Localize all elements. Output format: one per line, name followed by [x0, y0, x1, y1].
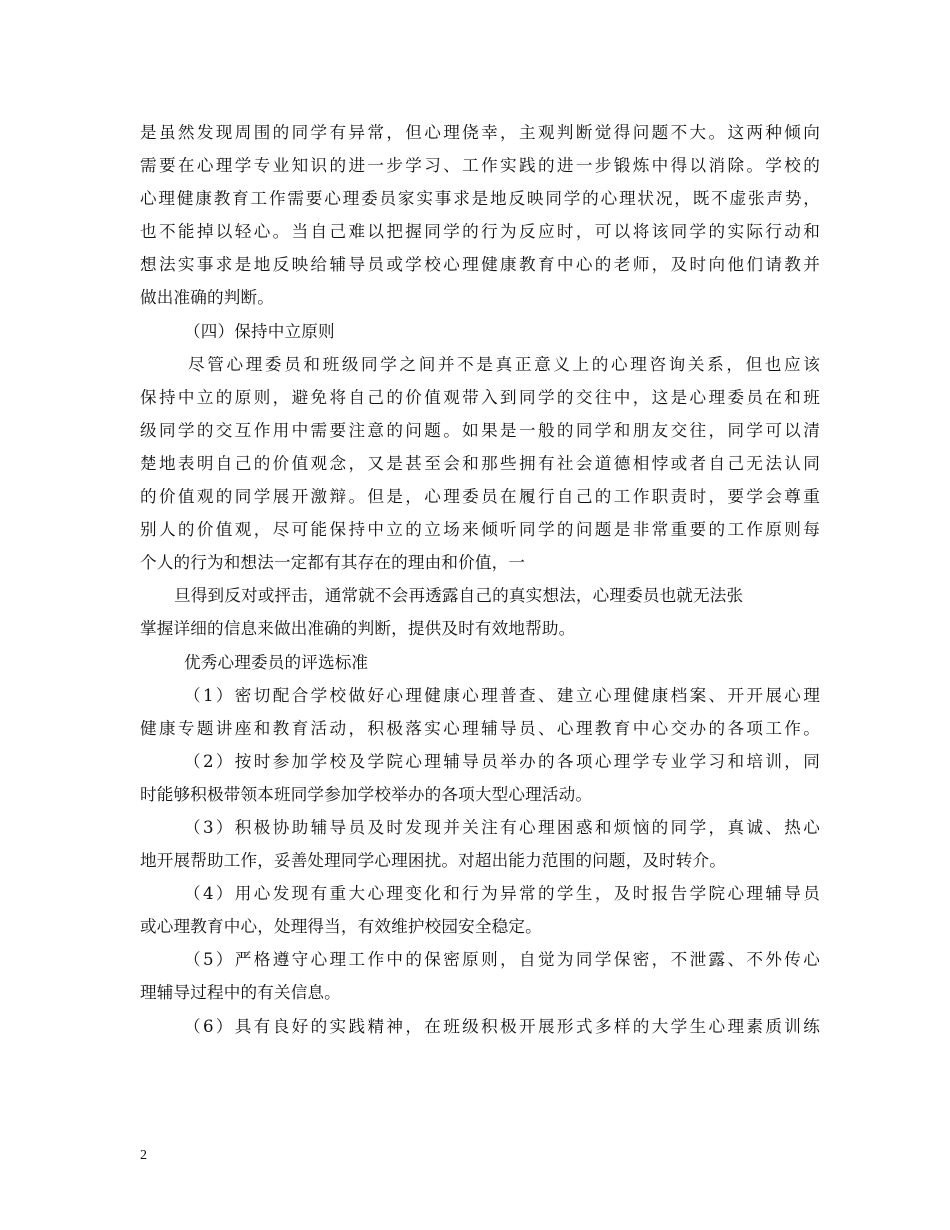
text-line: 尽管心理委员和班级同学之间并不是真正意义上的心理咨询关系，但也应该	[188, 354, 820, 374]
list-item: （2）按时参加学校及学院心理辅导员举办的各项心理学专业学习和培训，同	[184, 751, 820, 771]
text-line: 心理健康教育工作需要心理委员家实事求是地反映同学的心理状况，既不虚张声势，	[140, 189, 820, 209]
text-line: 别人的价值观，尽可能保持中立的立场来倾听同学的问题是非常重要的工作原则每	[140, 520, 820, 540]
section-heading: 优秀心理委员的评选标准	[184, 652, 369, 672]
list-item: （6）具有良好的实践精神，在班级积极开展形式多样的大学生心理素质训练	[184, 1016, 820, 1036]
list-item: （3）积极协助辅导员及时发现并关注有心理困惑和烦恼的同学，真诚、热心	[184, 817, 820, 837]
list-item: （4）用心发现有重大心理变化和行为异常的学生，及时报告学院心理辅导员	[184, 884, 820, 904]
text-line: 理辅导过程中的有关信息。	[140, 983, 341, 1003]
document-body	[140, 116, 820, 1043]
text-line: 做出准确的判断。	[140, 288, 274, 308]
text-line: 掌握详细的信息来做出准确的判断，提供及时有效地帮助。	[140, 619, 576, 639]
text-line: 健康专题讲座和教育活动，积极落实心理辅导员、心理教育中心交办的各项工作。	[140, 718, 820, 738]
text-line: 级同学的交互作用中需要注意的问题。如果是一般的同学和朋友交往，同学可以清	[140, 420, 820, 440]
text-line: 个人的行为和想法一定都有其存在的理由和价值，一	[140, 553, 526, 573]
text-line: 的价值观的同学展开激辩。但是，心理委员在履行自己的工作职责时，要学会尊重	[140, 487, 820, 507]
text-line: 也不能掉以轻心。当自己难以把握同学的行为反应时，可以将该同学的实际行动和	[140, 222, 820, 242]
text-line: 旦得到反对或抨击，通常就不会再透露自己的真实想法，心理委员也就无法张	[174, 586, 744, 606]
section-heading: （四）保持中立原则	[184, 321, 335, 341]
page-number: 2	[140, 1148, 147, 1163]
text-line: 保持中立的原则，避免将自己的价值观带入到同学的交往中，这是心理委员在和班	[140, 387, 820, 407]
text-line: 时能够积极带领本班同学参加学校举办的各项大型心理活动。	[140, 784, 593, 804]
list-item: （5）严格遵守心理工作中的保密原则，自觉为同学保密，不泄露、不外传心	[184, 950, 820, 970]
text-line: 需要在心理学专业知识的进一步学习、工作实践的进一步锻炼中得以消除。学校的	[140, 156, 820, 176]
text-line: 地开展帮助工作，妥善处理同学心理困扰。对超出能力范围的问题，及时转介。	[140, 851, 727, 871]
text-line: 或心理教育中心，处理得当，有效维护校园安全稳定。	[140, 917, 542, 937]
text-line: 想法实事求是地反映给辅导员或学校心理健康教育中心的老师，及时向他们请教并	[140, 255, 820, 275]
text-line: 是虽然发现周围的同学有异常，但心理侥幸，主观判断觉得问题不大。这两种倾向	[140, 123, 820, 142]
list-item: （1）密切配合学校做好心理健康心理普查、建立心理健康档案、开开展心理	[184, 685, 820, 705]
text-line: 楚地表明自己的价值观念，又是甚至会和那些拥有社会道德相悖或者自己无法认同	[140, 453, 820, 473]
